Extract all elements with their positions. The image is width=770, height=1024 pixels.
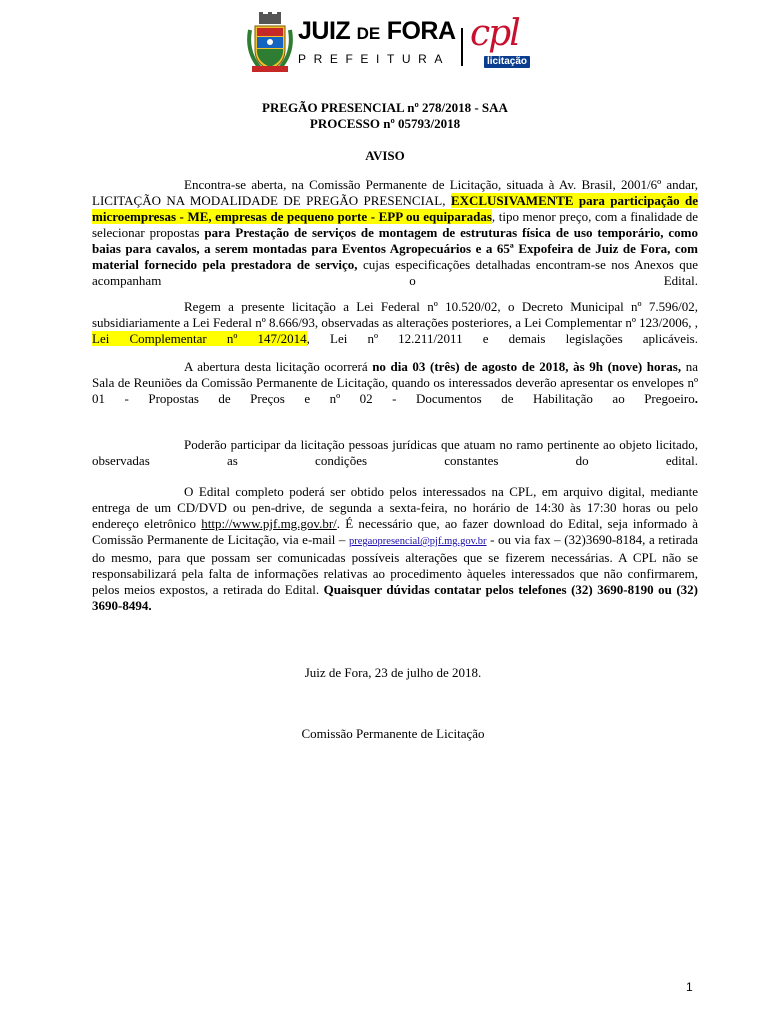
lc-147-highlight: Lei Complementar nº 147/2014: [92, 331, 307, 346]
pjf-website-link[interactable]: http://www.pjf.mg.gov.br/: [201, 516, 337, 531]
paragraph-legislation: Regem a presente licitação a Lei Federal nº 10.520/02, o Decreto Municipal nº 7.596/02, subsidiariamente a Lei Federal nº 8.666/93, observadas as alterações posteriores, a Lei Complementar nº 123/2006, , Lei Complementar nº 147/2014, Lei nº 12.211/2011 e demais legislações aplicáveis.: [92, 299, 698, 346]
opening-datetime: no dia 03 (três) de agosto de 2018, às 9h (nove) horas,: [372, 359, 682, 374]
letterhead: [246, 12, 546, 74]
prefeitura-label: PREFEITURA: [298, 52, 451, 66]
signature-line: Comissão Permanente de Licitação: [301, 726, 485, 741]
object-description: para Prestação de serviços de montagem de estruturas física de uso temporário, como baias para cavalos, a serem montadas para Eventos Agropecuários e a 65ª Expofeira de Juiz de Fora, com material fornecido pela prestadora de serviço,: [92, 225, 699, 272]
municipal-coat-of-arms-icon: [246, 12, 294, 74]
cpl-logo-text: cpl: [470, 13, 519, 54]
cpl-logo: [468, 13, 544, 74]
header-divider: [461, 28, 463, 66]
exclusive-highlight: EXCLUSIVAMENTE para participação de microempresas - ME, empresas de pequeno porte - EPP ou equiparadas: [92, 193, 699, 224]
cpl-licitacao-badge: licitação: [484, 56, 530, 68]
city-name: JUIZ DE FORA: [298, 17, 456, 45]
pregao-title: PREGÃO PRESENCIAL nº 278/2018 - SAA: [262, 100, 508, 115]
processo-title: PROCESSO nº 05793/2018: [309, 116, 461, 131]
date-line: Juiz de Fora, 23 de julho de 2018.: [304, 665, 482, 680]
paragraph-edital: O Edital completo poderá ser obtido pelos interessados na CPL, em arquivo digital, mediante entrega de um CD/DVD ou pen-drive, de segunda a sexta-feira, no horário de 14:30 às 17:30 horas ou pelo endereço eletrônico http://www.pjf.mg.gov.br/. É necessário que, ao fazer download do Edital, seja informado à Comissão Permanente de Licitação, via e-mail – pregaopresencial@pjf.mg.gov.br - ou via fax – (32)3690-8184, a retirada do mesmo, para que possam ser comunicadas possíveis alterações que se fizerem necessárias. A CPL não se responsabilizará pela falta de informações relativas ao procedimento àqueles interessados que não confirmarem, pelos meios expostos, a retirada do Edital. Quaisquer dúvidas contatar pelos telefones (32) 3690-8190 ou (32) 3690-8494.: [92, 484, 698, 613]
prefeitura-wordmark: [298, 16, 456, 67]
contact-phones: Quaisquer dúvidas contatar pelos telefones (32) 3690-8190 ou (32) 3690-8494.: [92, 582, 698, 613]
paragraph-opening-date: A abertura desta licitação ocorrerá no dia 03 (três) de agosto de 2018, às 9h (nove) horas, na Sala de Reuniões da Comissão Permanente de Licitação, quando os interessados deverão apresentar os envelopes nº 01 - Propostas de Preços e nº 02 - Documentos de Habilitação ao Pregoeiro.: [92, 359, 698, 406]
pregao-email-link[interactable]: pregaopresencial@pjf.mg.gov.br: [348, 536, 487, 547]
paragraph-opening: Encontra-se aberta, na Comissão Permanente de Licitação, situada à Av. Brasil, 2001/6º andar, LICITAÇÃO NA MODALIDADE DE PREGÃO PRESENCIAL, EXCLUSIVAMENTE para participação de microempresas - ME, empresas de pequeno porte - EPP ou equiparadas, tipo menor preço, com a finalidade de selecionar propostas para Prestação de serviços de montagem de estruturas física de uso temporário, como baias para cavalos, a serem montadas para Eventos Agropecuários e a 65ª Expofeira de Juiz de Fora, com material fornecido pela prestadora de serviço, cujas especificações detalhadas encontram-se nos Anexos que acompanham o Edital.: [92, 177, 699, 288]
page-number: 1: [686, 980, 693, 994]
paragraph-participation: Poderão participar da licitação pessoas jurídicas que atuam no ramo pertinente ao objeto licitado, observadas as condições constantes do edital.: [92, 437, 698, 468]
aviso-heading: AVISO: [365, 148, 405, 163]
